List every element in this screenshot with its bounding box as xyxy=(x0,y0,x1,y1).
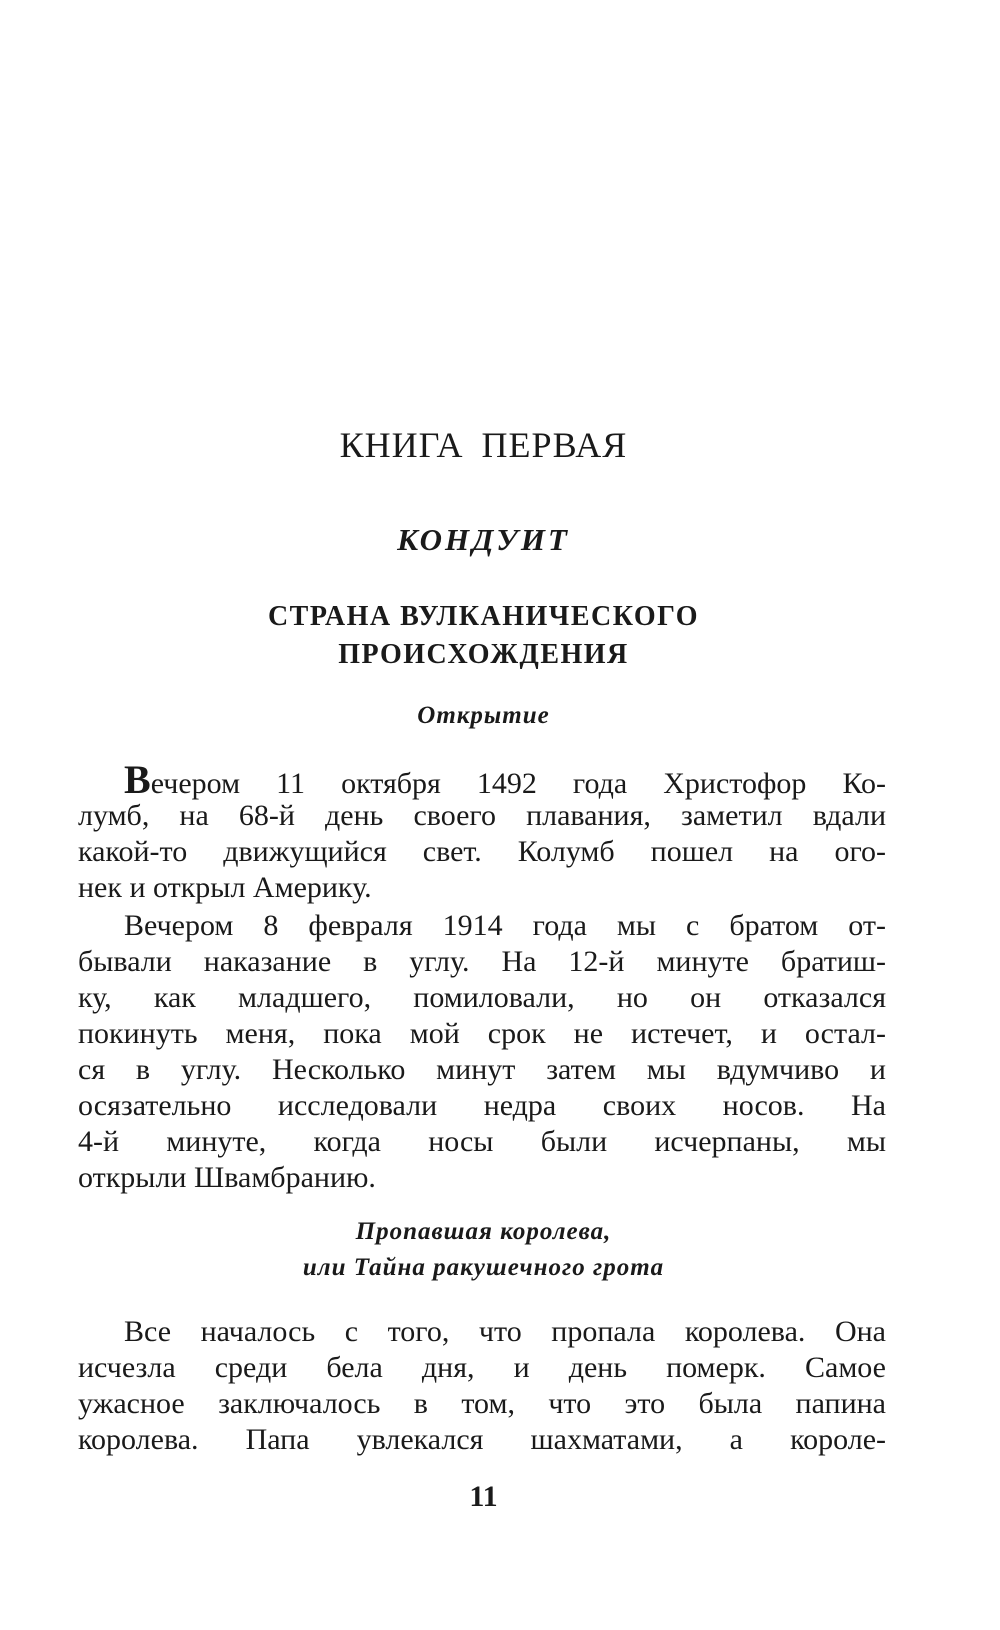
text-line: ужасное заключалось в том, что это была папина xyxy=(78,1387,886,1420)
text-line: бывали наказание в углу. На 12-й минуте братиш- xyxy=(78,945,886,978)
text-line: королева. Папа увлекался шахматами, а короле- xyxy=(78,1423,886,1456)
text-line: осязательно исследовали недра своих носов. На xyxy=(78,1089,886,1122)
text-line-content: ечером 11 октября 1492 года Христофор Ко- xyxy=(150,767,886,800)
paragraph xyxy=(78,757,886,906)
text-line: открыли Швамбранию. xyxy=(78,1161,376,1194)
paragraph xyxy=(78,1314,886,1458)
text-line xyxy=(78,757,886,802)
chapter-title-line: СТРАНА ВУЛКАНИЧЕСКОГО xyxy=(267,601,700,632)
text-line: Вечером 8 февраля 1914 года мы с братом от- xyxy=(124,909,886,942)
section-title-missing-queen xyxy=(0,1214,967,1286)
text-line: ся в углу. Несколько минут затем мы вдумчиво и xyxy=(78,1053,886,1086)
section-title-line: Пропавшая королева, xyxy=(355,1218,612,1245)
text-line: исчезла среди бела дня, и день померк. Самое xyxy=(78,1351,886,1384)
text-line: 4-й минуте, когда носы были исчерпаны, мы xyxy=(78,1125,886,1158)
page-number: 11 xyxy=(469,1480,498,1513)
section-title-line: Открытие xyxy=(417,702,550,729)
paragraph xyxy=(78,908,886,1196)
chapter-title xyxy=(0,598,967,674)
text-line: нек и открыл Америку. xyxy=(78,871,372,904)
text-line: лумб, на 68-й день своего плавания, заметил вдали xyxy=(78,799,886,832)
text-line: ку, как младшего, помиловали, но он отказался xyxy=(78,981,886,1014)
chapter-title-line: ПРОИСХОЖДЕНИЯ xyxy=(338,639,629,670)
part-title: КОНДУИТ xyxy=(397,522,570,557)
text-line: покинуть меня, пока мой срок не истечет, и остал- xyxy=(78,1017,886,1050)
section-title-discovery xyxy=(0,698,967,734)
text-line: какой-то движущийся свет. Колумб пошел на ого- xyxy=(78,835,886,868)
book-title: КНИГА ПЕРВАЯ xyxy=(339,425,628,465)
drop-cap: В xyxy=(124,757,151,802)
text-line: Все началось с того, что пропала королева. Она xyxy=(124,1315,886,1348)
section-title-line: или Тайна ракушечного грота xyxy=(302,1254,665,1281)
